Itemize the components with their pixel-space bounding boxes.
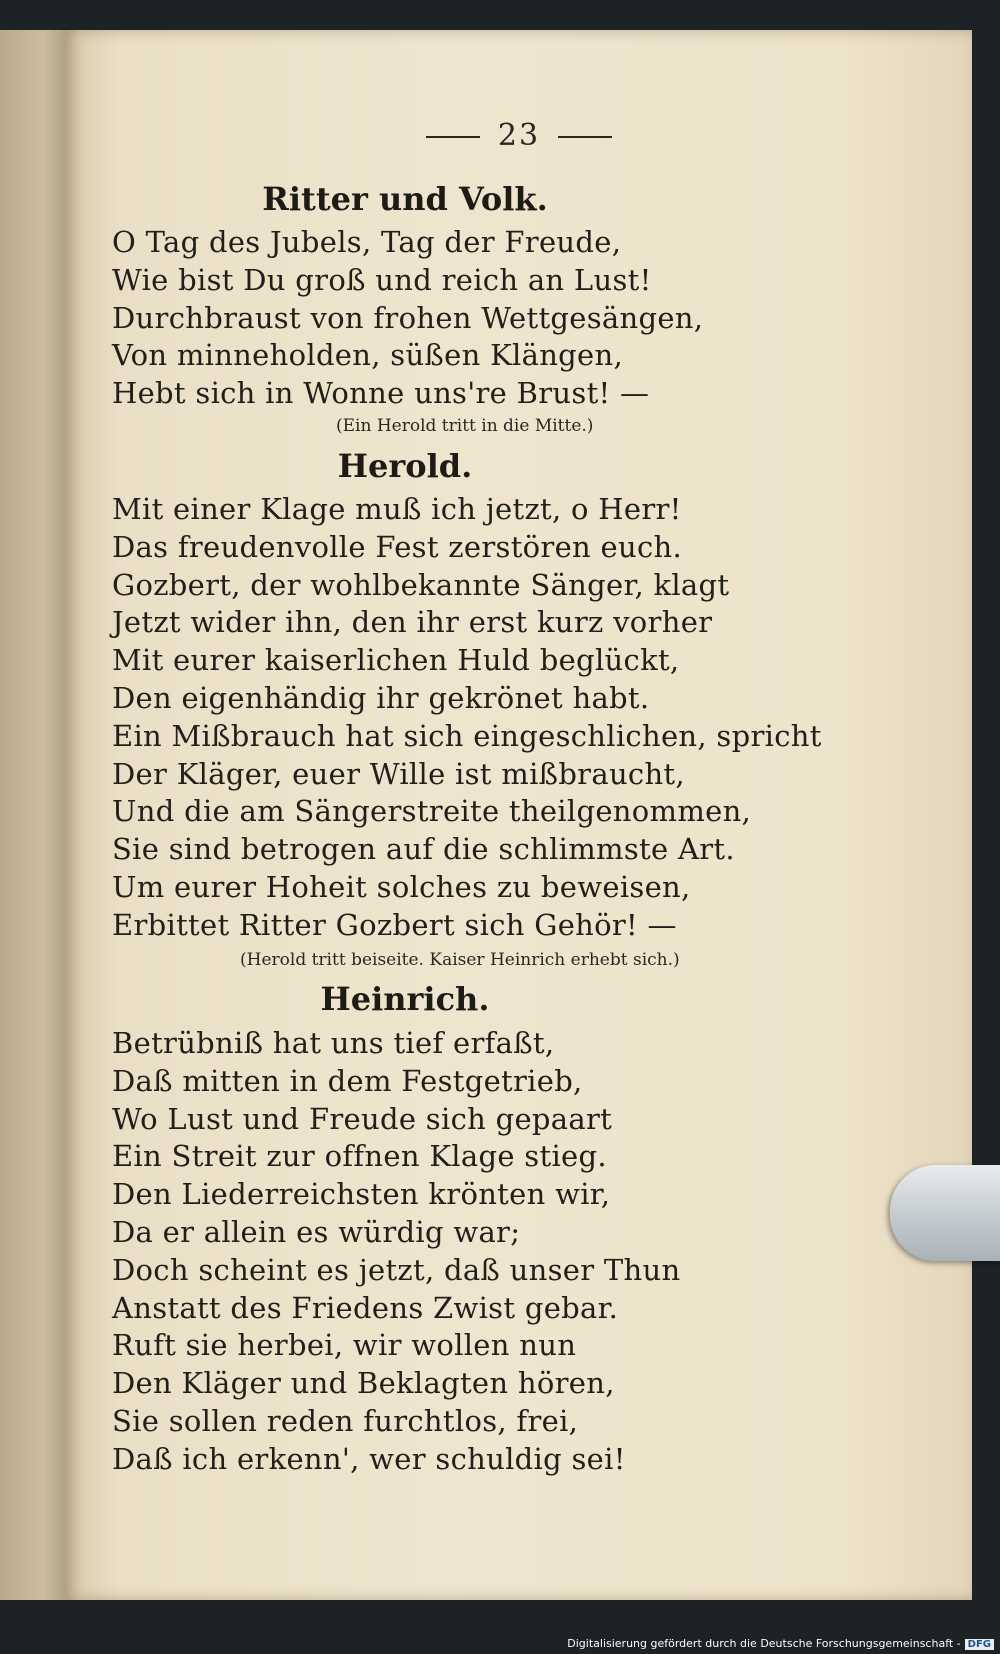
verse-line: Mit einer Klage muß ich jetzt, o Herr! <box>112 492 682 526</box>
dfg-logo: DFG <box>965 1639 994 1650</box>
stage-direction: (Ein Herold tritt in die Mitte.) <box>336 416 594 436</box>
funding-credit <box>567 1637 994 1650</box>
verse-line: Sie sollen reden furchtlos, frei, <box>112 1404 579 1438</box>
verse-line: Ein Streit zur offnen Klage stieg. <box>112 1139 607 1174</box>
verse-line: Durchbraust von frohen Wettgesängen, <box>112 300 704 335</box>
verse-line: Wo Lust und Freude sich gepaart <box>112 1101 613 1136</box>
speaker-heading: Herold. <box>337 447 473 485</box>
verse-line: Jetzt wider ihn, den ihr erst kurz vorher <box>112 605 713 640</box>
page-turn-tab[interactable] <box>890 1165 1000 1261</box>
verse-line: Den eigenhändig ihr gekrönet habt. <box>112 681 650 715</box>
verse-line: Gozbert, der wohlbekannte Sänger, klagt <box>112 567 730 602</box>
adjacent-page-edge <box>0 30 72 1600</box>
verse-line: Den Kläger und Beklagten hören, <box>112 1366 615 1401</box>
verse-line: Ein Mißbrauch hat sich eingeschlichen, spricht <box>112 718 822 753</box>
verse-line: Ruft sie herbei, wir wollen nun <box>112 1328 577 1363</box>
verse-line: Doch scheint es jetzt, daß unser Thun <box>112 1252 681 1287</box>
stage-direction: (Herold tritt beiseite. Kaiser Heinrich erhebt sich.) <box>240 950 680 970</box>
verse-line: Das freudenvolle Fest zerstören euch. <box>112 529 683 564</box>
verse-line: Mit eurer kaiserlichen Huld beglückt, <box>112 643 680 678</box>
page-number <box>66 118 972 153</box>
verse-line: Den Liederreichsten krönten wir, <box>112 1177 611 1212</box>
verse-line: Der Kläger, euer Wille ist mißbraucht, <box>112 756 685 791</box>
verse-line: Um eurer Hoheit solches zu beweisen, <box>112 870 691 904</box>
verse-line: Erbittet Ritter Gozbert sich Gehör! — <box>112 907 677 942</box>
header-dash-right <box>558 136 612 138</box>
verse-line: Betrübniß hat uns tief erfaßt, <box>112 1026 555 1060</box>
header-dash-left <box>426 136 480 138</box>
verse-line: O Tag des Jubels, Tag der Freude, <box>112 225 622 259</box>
verse-line: Und die am Sängerstreite theilgenommen, <box>112 794 752 829</box>
verse-line: Da er allein es würdig war; <box>112 1215 521 1249</box>
verse-line: Anstatt des Friedens Zwist gebar. <box>112 1290 619 1325</box>
speaker-heading: Ritter und Volk. <box>262 180 548 218</box>
verse-line: Sie sind betrogen auf die schlimmste Art. <box>112 832 735 867</box>
verse-line: Daß ich erkenn', wer schuldig sei! <box>112 1441 626 1476</box>
verse-line: Wie bist Du groß und reich an Lust! <box>112 262 652 297</box>
funding-credit-text: Digitalisierung gefördert durch die Deutsche Forschungsgemeinschaft - <box>567 1637 961 1650</box>
speaker-heading: Heinrich. <box>320 980 490 1018</box>
verse-line: Von minneholden, süßen Klängen, <box>112 338 623 373</box>
page-number-text: 23 <box>497 118 541 153</box>
verse-line: Daß mitten in dem Festgetrieb, <box>112 1063 583 1098</box>
verse-line: Hebt sich in Wonne uns're Brust! — <box>112 376 650 411</box>
